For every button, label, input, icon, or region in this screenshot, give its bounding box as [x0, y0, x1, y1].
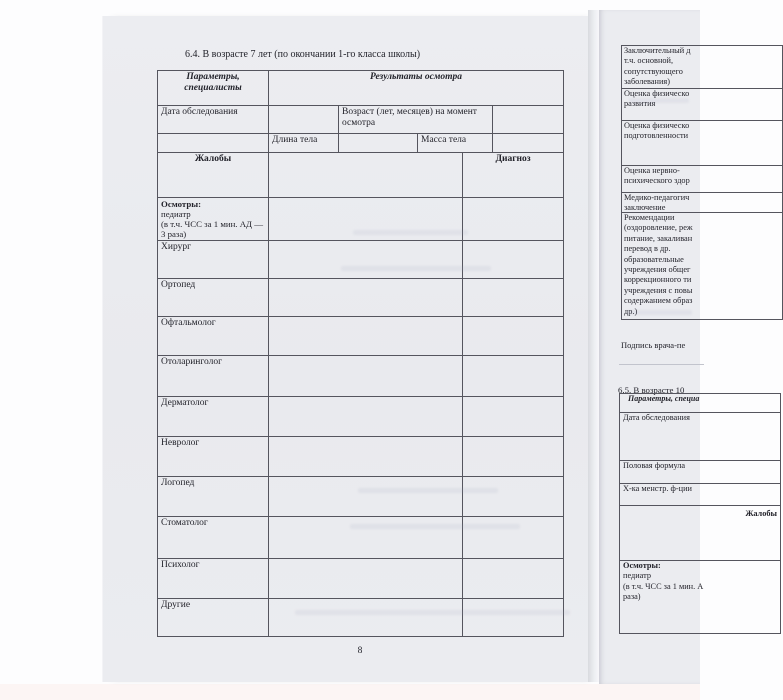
diagnosis-label: Диагноз: [463, 153, 564, 198]
diagnosis-cell: [463, 279, 564, 317]
specialist-label: Психолог: [158, 559, 269, 599]
mass-label: Масса тела: [418, 134, 493, 153]
row-line: образовательные: [624, 254, 684, 264]
col-header-parameters: [620, 394, 780, 413]
row-line: учреждения с повы: [624, 285, 693, 295]
diagnosis-cell: [463, 198, 564, 241]
specialist-label: Офтальмолог: [158, 317, 269, 356]
row-line: др.): [624, 306, 638, 316]
showthrough-smudge: [627, 310, 692, 315]
body-measures-row: [158, 134, 564, 153]
row-line: Осмотры:: [623, 561, 661, 570]
menstrual-function-row: [620, 484, 780, 506]
row-line: Параметры, специа: [628, 394, 700, 403]
specialist-row: [158, 279, 564, 317]
showthrough-smudge: [353, 230, 468, 235]
date-label: Дата обследования: [158, 106, 269, 134]
specialist-label: Другие: [158, 599, 269, 637]
row-line: Дата обследования: [623, 413, 690, 422]
row-line: раза): [623, 592, 641, 602]
specialist-row: [158, 559, 564, 599]
row-line: Оценка физическо: [624, 89, 690, 98]
exam-line: Осмотры:: [161, 199, 202, 209]
row-line: Х-ка менстр. ф-ции: [623, 484, 692, 493]
row-line: заключение: [624, 202, 666, 212]
specialist-row: [158, 599, 564, 637]
date-row: [620, 413, 780, 461]
age-value-cell: [493, 106, 564, 134]
exam-line: педиатр: [161, 209, 191, 219]
row-line: педиатр: [623, 571, 652, 581]
showthrough-smudge: [358, 488, 498, 493]
diagnosis-cell: [463, 356, 564, 397]
medico-pedagogical-row: [622, 193, 782, 213]
book-crease: [588, 10, 599, 682]
specialist-label: Логопед: [158, 477, 269, 517]
left-page: [103, 16, 588, 682]
result-cell: [269, 317, 463, 356]
right-page: [599, 10, 777, 684]
diagnosis-cell: [463, 317, 564, 356]
specialist-row: [158, 241, 564, 279]
age-label: Возраст (лет, месяцев) на момент осмотра: [339, 106, 493, 134]
signature-line: [619, 364, 704, 365]
specialist-row: [158, 477, 564, 517]
row-line: сопутствующего: [624, 66, 683, 76]
pediatrician-label: [158, 198, 269, 241]
row-line: содержанием образ: [624, 296, 693, 306]
diagnosis-cell: [463, 437, 564, 477]
row-line: Половая формула: [623, 461, 686, 470]
specialist-label: Хирург: [158, 241, 269, 279]
section-title-6-4: 6.4. В возрасте 7 лет (по окончании 1-го класса школы): [185, 49, 421, 60]
page-number: 8: [357, 646, 363, 656]
date-value-cell: [269, 106, 339, 134]
specialist-row: [158, 437, 564, 477]
diagnosis-cell: [463, 241, 564, 279]
table-header-row: [158, 71, 564, 106]
pediatrician-row: [620, 561, 780, 633]
diagnosis-cell: [463, 599, 564, 637]
exam-table-age7: [157, 70, 564, 637]
diagnosis-cell: [463, 517, 564, 559]
row-line: Заключительный д: [624, 46, 691, 55]
mass-value-cell: [493, 134, 564, 153]
diagnosis-cell: [463, 397, 564, 437]
length-label: Длина тела: [269, 134, 339, 153]
row-line: Медико-педагогич: [624, 193, 690, 202]
result-cell: [269, 279, 463, 317]
row-line: Оценка нервно-: [624, 166, 680, 175]
showthrough-smudge: [629, 98, 689, 103]
specialist-row: [158, 517, 564, 559]
sex-formula-row: [620, 461, 780, 484]
specialist-label: Дерматолог: [158, 397, 269, 437]
specialist-row: [158, 356, 564, 397]
complaints-label: Жалобы: [158, 153, 269, 198]
result-cell: [269, 477, 463, 517]
exam-line: 3 раза): [161, 229, 187, 239]
row-line: психического здор: [624, 176, 690, 186]
row-line: коррекционного ти: [624, 275, 692, 285]
final-diagnosis-row: [622, 46, 782, 89]
row-line: перевод в др.: [624, 244, 671, 254]
row-line: подготовленности: [624, 131, 689, 141]
date-row: [158, 106, 564, 134]
row-line: (в т.ч. ЧСС за 1 мин. А: [623, 581, 704, 591]
row-line: Рекомендации: [624, 213, 675, 222]
specialist-label: Отоларинголог: [158, 356, 269, 397]
row-line: развития: [624, 99, 656, 109]
complaints-row: [620, 506, 780, 561]
showthrough-smudge: [295, 610, 570, 615]
empty-cell: [158, 134, 269, 153]
result-cell: [269, 559, 463, 599]
neuropsychic-health-row: [622, 166, 782, 193]
row-line: (оздоровление, реж: [624, 223, 693, 233]
physical-development-row: [622, 89, 782, 121]
showthrough-smudge: [341, 266, 491, 271]
col-header-parameters: Параметры, специалисты: [158, 71, 269, 106]
row-line: т.ч. основной,: [624, 56, 674, 66]
section-title-6-5: 6.5. В возрасте 10: [618, 385, 685, 395]
row-line: заболевания): [624, 77, 670, 87]
length-value-cell: [339, 134, 418, 153]
row-line: учреждения общег: [624, 265, 691, 275]
result-cell: [269, 356, 463, 397]
row-line: питание, закаливан: [624, 233, 693, 243]
specialist-row: [158, 397, 564, 437]
doctor-signature-label: Подпись врача-пе: [621, 340, 686, 350]
complaints-row: [158, 153, 564, 198]
specialist-label: Ортопед: [158, 279, 269, 317]
result-cell: [269, 241, 463, 279]
photo-backdrop-tint: [0, 684, 700, 700]
conclusion-table: [621, 45, 783, 320]
specialist-row: [158, 317, 564, 356]
row-line: Оценка физическо: [624, 121, 690, 130]
result-cell: [269, 437, 463, 477]
diagnosis-cell: [463, 559, 564, 599]
diagnosis-cell: [463, 477, 564, 517]
complaints-label: Жалобы: [745, 509, 777, 518]
recommendations-row: [622, 213, 782, 319]
showthrough-smudge: [350, 524, 520, 529]
specialist-label: Невролог: [158, 437, 269, 477]
result-cell: [269, 599, 463, 637]
exam-line: (в т.ч. ЧСС за 1 мин. АД —: [161, 219, 264, 229]
col-header-results: Результаты осмотра: [269, 71, 564, 106]
physical-fitness-row: [622, 121, 782, 166]
complaints-value-cell: [269, 153, 463, 198]
exam-table-age10: [619, 393, 781, 634]
result-cell: [269, 517, 463, 559]
specialist-label: Стоматолог: [158, 517, 269, 559]
result-cell: [269, 397, 463, 437]
